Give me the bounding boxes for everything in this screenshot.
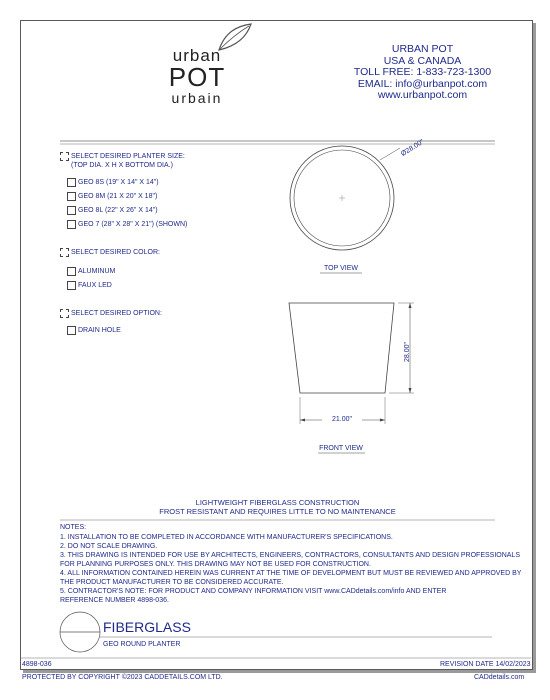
company-name: URBAN POT: [391, 43, 454, 55]
revision-date: REVISION DATE 14/02/2023: [440, 661, 531, 668]
color-option-checkbox[interactable]: [67, 267, 76, 276]
note-line: 2. DO NOT SCALE DRAWING.: [60, 543, 158, 550]
note-line: 5. CONTRACTOR'S NOTE: FOR PRODUCT AND COMPANY INFORMATION VISIT www.CADdetails.com/info AND ENTER: [60, 588, 447, 595]
note-line: FOR PLANNING PURPOSES ONLY. THIS DRAWING MAY NOT BE USED FOR CONSTRUCTION.: [60, 561, 371, 568]
notes-heading: NOTES:: [60, 524, 87, 531]
top-view-label: TOP VIEW: [324, 265, 358, 272]
height-dimension: 28.00": [404, 341, 411, 362]
title-block-lines: [20, 612, 531, 658]
color-option: FAUX LED: [78, 282, 112, 289]
reference-number: 4898-036: [22, 661, 52, 668]
size-option: GEO 8S (19" X 14" X 14"): [78, 179, 159, 186]
size-option-checkbox[interactable]: [67, 192, 76, 201]
front-view-label: FRONT VIEW: [319, 445, 363, 452]
size-option-checkbox[interactable]: [67, 206, 76, 215]
company-website: www.urbanpot.com: [377, 89, 468, 101]
logo-line-1: urban: [172, 46, 222, 65]
drawing-title: FIBERGLASS: [103, 619, 191, 635]
color-option-checkbox[interactable]: [67, 281, 76, 290]
size-heading: SELECT DESIRED PLANTER SIZE:: [71, 153, 185, 160]
drawing-subtitle: GEO ROUND PLANTER: [103, 641, 181, 648]
size-subheading: (TOP DIA. X H X BOTTOM DIA.): [71, 162, 173, 169]
front-view-drawing: [289, 303, 414, 453]
construction-line-1: LIGHTWEIGHT FIBERGLASS CONSTRUCTION: [195, 498, 360, 507]
color-heading-checkbox[interactable]: [60, 248, 69, 257]
color-heading: SELECT DESIRED COLOR:: [71, 249, 160, 256]
construction-line-2: FROST RESISTANT AND REQUIRES LITTLE TO NO MAINTENANCE: [159, 507, 396, 516]
option-heading: SELECT DESIRED OPTION:: [71, 310, 162, 317]
note-line: 4. ALL INFORMATION CONTAINED HEREIN WAS CURRENT AT THE TIME OF DEVELOPMENT BUT MUST BE REVIEWED AND APPROVED BY: [60, 570, 522, 577]
company-region: USA & CANADA: [383, 54, 462, 67]
top-view-drawing: [290, 146, 400, 273]
company-email: EMAIL: info@urbanpot.com: [357, 77, 488, 90]
extra-option: DRAIN HOLE: [78, 327, 121, 334]
size-option: GEO 7 (28" X 28" X 21") (SHOWN): [78, 221, 188, 228]
extra-option-checkbox[interactable]: [67, 326, 76, 335]
top-diameter-dimension: Ø28.00": [400, 138, 426, 158]
size-heading-checkbox[interactable]: [60, 152, 69, 161]
copyright-notice: PROTECTED BY COPYRIGHT ©2023 CADDETAILS.COM LTD.: [22, 674, 223, 681]
bottom-diameter-dimension: 21.00": [322, 416, 362, 423]
logo-line-3: urbain: [171, 90, 223, 106]
note-line: REFERENCE NUMBER 4898-036.: [60, 597, 169, 604]
option-heading-checkbox[interactable]: [60, 309, 69, 318]
caddetails-link[interactable]: CADdetails.com: [474, 674, 525, 681]
note-line: 3. THIS DRAWING IS INTENDED FOR USE BY ARCHITECTS, ENGINEERS, CONTRACTORS, CONSULTANTS AND DESIGN PROFESSIONALS: [60, 552, 520, 559]
logo-line-2: POT: [168, 62, 226, 92]
note-line: THE PRODUCT MANUFACTURER TO BE CONSIDERED ACCURATE.: [60, 579, 284, 586]
size-option-checkbox[interactable]: [67, 220, 76, 229]
note-line: 1. INSTALLATION TO BE COMPLETED IN ACCORDANCE WITH MANUFACTURER'S SPECIFICATIONS.: [60, 534, 393, 541]
size-option-checkbox[interactable]: [67, 178, 76, 187]
company-toll-free: TOLL FREE: 1-833-723-1300: [353, 66, 492, 78]
size-option: GEO 8L (22" X 26" X 14"): [78, 207, 158, 214]
size-option: GEO 8M (21 X 20" X 18"): [78, 193, 158, 200]
color-option: ALUMINUM: [78, 268, 116, 275]
